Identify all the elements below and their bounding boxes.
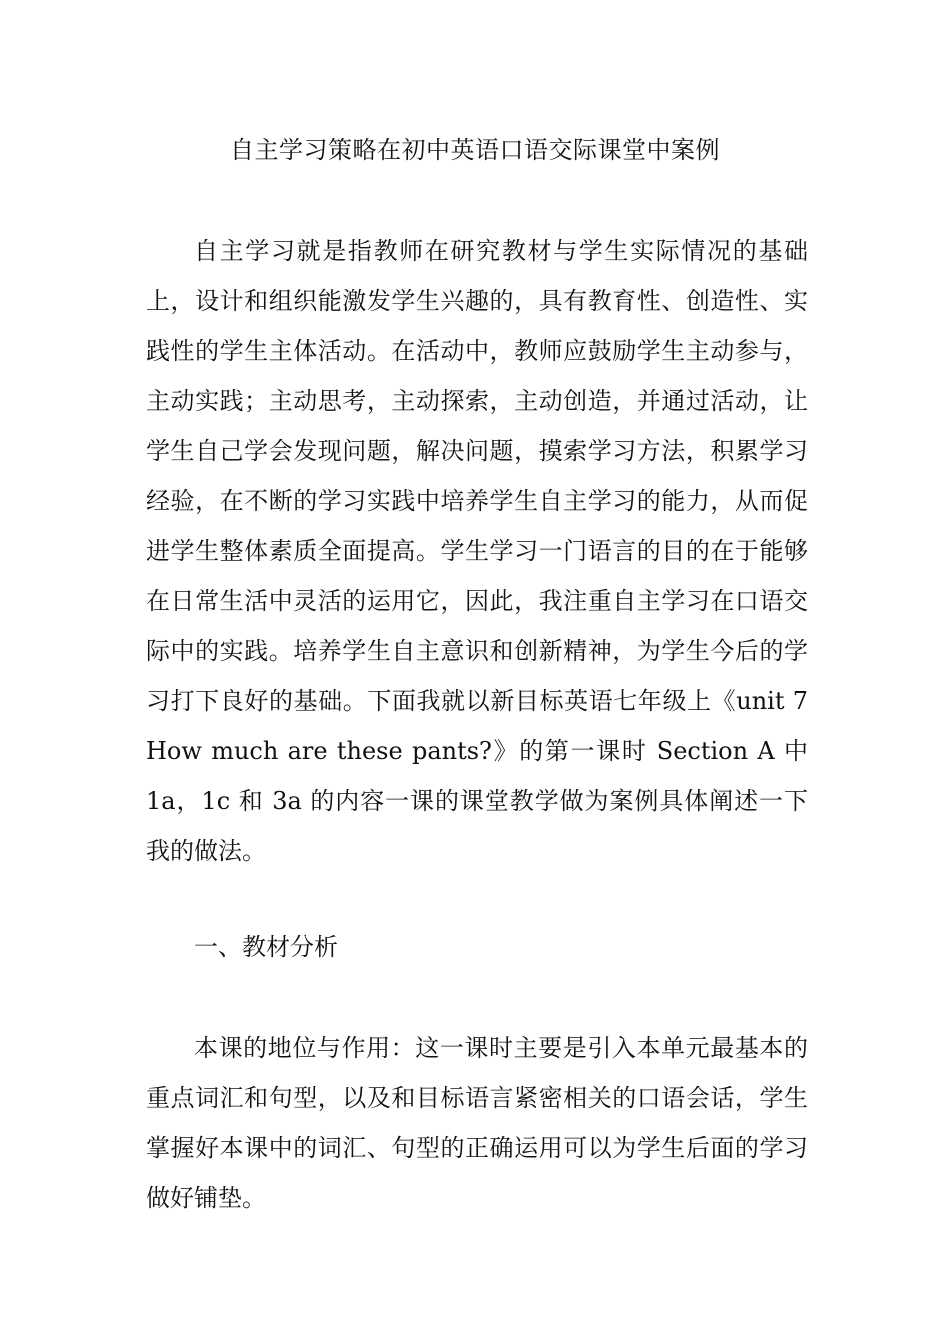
- section-heading: 一、教材分析: [194, 933, 338, 961]
- body-paragraph-analysis: 本课的地位与作用：这一课时主要是引入本单元最基本的重点词汇和句型，以及和目标语言紧密相关的口语会话，学生掌握好本课中的词汇、句型的正确运用可以为学生后面的学习做好铺垫。: [146, 1034, 808, 1212]
- body-paragraph-intro: 自主学习就是指教师在研究教材与学生实际情况的基础上，设计和组织能激发学生兴趣的，具有教育性、创造性、实践性的学生主体活动。在活动中，教师应鼓励学生主动参与，主动实践；主动思考，主动探索，主动创造，并通过活动，让学生自己学会发现问题，解决问题，摸索学习方法，积累学习经验，在不断的学习实践中培养学生自主学习的能力，从而促进学生整体素质全面提高。学生学习一门语言的目的在于能够在日常生活中灵活的运用它，因此，我注重自主学习在口语交际中的实践。培养学生自主意识和创新精神，为学生今后的学习打下良好的基础。下面我就以新目标英语七年级上《unit 7 How much are these pants?》的第一课时 Section A 中 1a，1c 和 3a 的内容一课的课堂教学做为案例具体阐述一下我的做法。: [146, 237, 808, 865]
- document-title: 自主学习策略在初中英语口语交际课堂中案例: [230, 136, 720, 164]
